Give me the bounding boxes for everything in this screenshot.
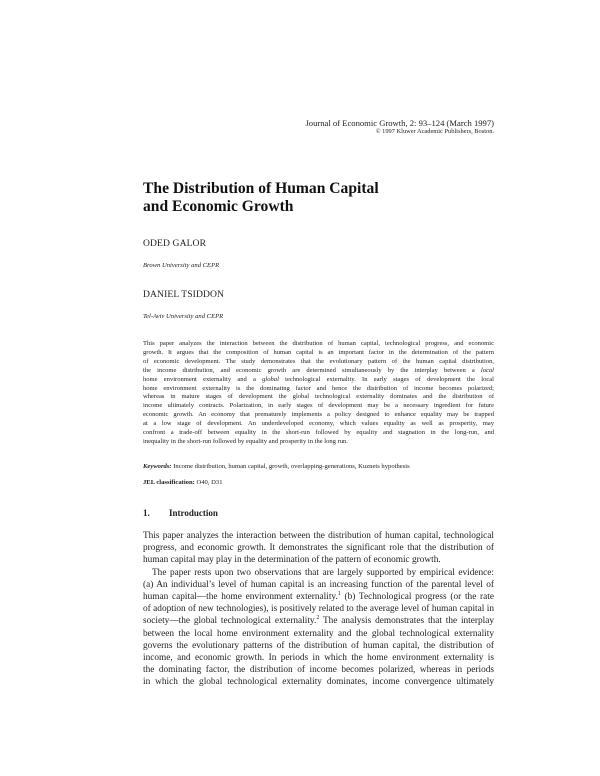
abstract-line: of economic development. The study demonstrates that the evolutionary pattern of the human capital distribution,	[143, 357, 494, 365]
abstract-line: economic growth. An economy that prematurely implements a policy designed to enhance equality may be trapped	[143, 411, 494, 419]
abstract-line: income ultimately contracts. Polarization, in early stages of development may be a necessary ingredient for future	[143, 402, 494, 410]
abstract-line: home environment externality and a global technological externality. In early stages of development the local	[143, 375, 494, 383]
body-line: income, and economic growth. In periods in which the home environment externality is	[143, 653, 494, 664]
footnote-marker-2[interactable]: 2	[316, 615, 320, 622]
jel-label: JEL classification:	[143, 479, 195, 486]
author-affiliation-2: Tel-Aviv University and CEPR	[143, 313, 224, 320]
abstract-line: home environment externality is the dominating factor and hence the distribution of income becomes polarized;	[143, 384, 494, 392]
body-line: This paper analyzes the interaction between the distribution of human capital, technological	[143, 531, 494, 541]
abstract-line: This paper analyzes the interaction between the distribution of human capital, technological progress, and economic	[143, 340, 494, 347]
abstract-line: whereas in mature stages of development the global technological externality dominates and the distribution of	[143, 393, 494, 401]
author-affiliation-1: Brown University and CEPR	[143, 262, 220, 269]
footnote-marker-1[interactable]: 1	[337, 590, 341, 597]
paper-title-line-1: The Distribution of Human Capital	[143, 180, 379, 197]
body-line: human capital—the home environment externality.$^1$ (b) Technological progress (or the rate	[143, 590, 494, 603]
keywords-label: Keywords:	[143, 463, 172, 470]
body-line: between the local home environment externality and the global technological externality	[143, 628, 494, 639]
body-line: progress, and economic growth. It demonstrates the significant role that the distribution of	[143, 543, 494, 554]
section-number: 1.	[143, 508, 150, 518]
italic-global: global	[262, 375, 279, 383]
body-line: (a) An individual’s level of human capital is an increasing function of the parental level of	[143, 579, 494, 590]
abstract	[143, 340, 494, 447]
jel-classification	[143, 479, 223, 486]
section-heading	[143, 508, 218, 518]
section-title: Introduction	[169, 508, 218, 518]
author-name-1: ODED GALOR	[143, 238, 207, 249]
body-line: of adoption of new technologies), is positively related to the average level of human capital in	[143, 604, 494, 615]
jel-codes: O40, D31	[194, 479, 223, 486]
author-name-2: DANIEL TSIDDON	[143, 289, 225, 300]
keywords	[143, 463, 410, 470]
abstract-line: inequality in the short-run followed by equality and prosperity in the long run.	[143, 437, 348, 445]
body-line: human capital may play in the determination of the pattern of economic growth.	[143, 555, 441, 566]
abstract-line: at a low stage of development. An underdeveloped economy, which values equality as well as prosperity, may	[143, 420, 494, 428]
body-line: The paper rests upon two observations that are largely supported by empirical evidence:	[152, 567, 494, 578]
body-line: in which the global technological externality dominates, income convergence ultimately	[143, 677, 494, 688]
keywords-text: Income distribution, human capital, growth, overlapping-generations, Kuznets hypothesis	[171, 463, 410, 470]
journal-citation: Journal of Economic Growth, 2: 93–124 (March 1997)	[305, 118, 494, 128]
copyright-notice: © 1997 Kluwer Academic Publishers, Boston.	[375, 128, 494, 135]
abstract-line: growth. It argues that the composition of human capital is an important factor in the determination of the pattern	[143, 348, 494, 356]
body-line: governs the evolutionary patterns of the distribution of human capital, the distribution of	[143, 640, 494, 651]
body-line: society—the global technological externality.$^2$ The analysis demonstrates that the interplay	[143, 615, 494, 627]
body-line: the dominating factor, the distribution of income becomes polarized, whereas in periods	[143, 665, 494, 676]
abstract-line: confront a trade-off between equality in the short-run followed by equality and stagnation in the long-run, and	[143, 429, 494, 437]
paper-title-line-2: and Economic Growth	[143, 198, 294, 215]
italic-local: local	[480, 366, 494, 374]
abstract-line: the income distribution, and economic growth are determined simultaneously by the interplay between a local	[143, 366, 494, 374]
body-text	[143, 530, 494, 689]
paper-title	[143, 180, 503, 216]
